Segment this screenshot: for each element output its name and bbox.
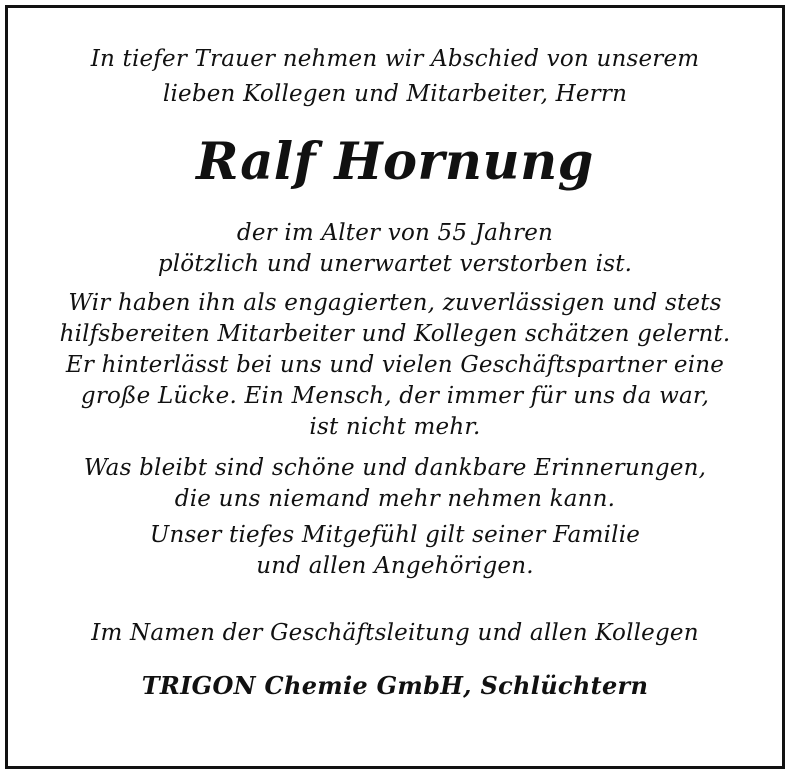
tribute-line-5: ist nicht mehr.	[309, 414, 481, 440]
memories-line-1: Was bleibt sind schöne und dankbare Erinnerungen,	[83, 455, 707, 481]
tribute-line-3: Er hinterlässt bei uns und vielen Geschäftspartner eine	[65, 352, 725, 378]
intro-text	[8, 42, 782, 112]
age-text	[8, 218, 782, 280]
intro-line-1: In tiefer Trauer nehmen wir Abschied von unserem	[90, 46, 700, 72]
condolence-paragraph	[8, 520, 782, 582]
age-line-2: plötzlich und unerwartet verstorben ist.	[157, 251, 633, 277]
deceased-name: Ralf Hornung	[196, 132, 594, 192]
company-name: TRIGON Chemie GmbH, Schlüchtern	[141, 671, 649, 700]
condolence-line-1: Unser tiefes Mitgefühl gilt seiner Familie	[149, 522, 641, 548]
obituary-content	[8, 42, 782, 725]
age-line-1: der im Alter von 55 Jahren	[236, 220, 554, 246]
condolence-line-2: und allen Angehörigen.	[256, 553, 534, 579]
tribute-line-2: hilfsbereiten Mitarbeiter und Kollegen schätzen gelernt.	[59, 321, 731, 347]
signature-text: Im Namen der Geschäftsleitung und allen Kollegen	[91, 620, 699, 646]
obituary-frame	[5, 5, 785, 769]
intro-line-2: lieben Kollegen und Mitarbeiter, Herrn	[162, 81, 628, 107]
memories-paragraph	[8, 453, 782, 515]
tribute-line-1: Wir haben ihn als engagierten, zuverlässigen und stets	[68, 290, 722, 316]
tribute-line-4: große Lücke. Ein Mensch, der immer für uns da war,	[80, 383, 710, 409]
tribute-paragraph	[8, 288, 782, 443]
memories-line-2: die uns niemand mehr nehmen kann.	[174, 486, 616, 512]
